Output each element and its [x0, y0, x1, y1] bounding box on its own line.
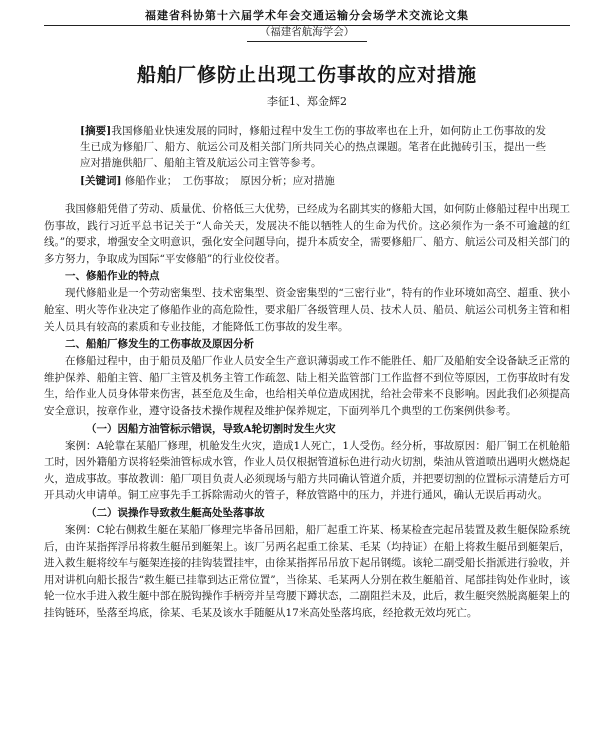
section2-paragraph: 在修船过程中，由于船员及船厂作业人员安全生产意识薄弱或工作不能胜任、船厂及船舶安全设备缺乏正常的维护保养、船舶主管、船厂主管及机务主管工作疏忽、陆上相关监管部门工作监督不到位等原因，工伤事故时有发生，给作业人员身体带来伤害，甚至危及生命，也给相关单位造成困扰，给社会带来不良影响。因此我们必须提高安全意识，按章作业，遵守设备技术操作规程及维护保养规定，下面列举几个典型的工伤案例供参考。 — [44, 355, 570, 417]
proceedings-header: 福建省科协第十六届学术年会交通运输分会场学术交流论文集 — [145, 9, 469, 22]
intro-paragraph: 我国修船凭借了劳动、质量优、价格低三大优势，已经成为名副其实的修船大国，如何防止修船过程中出现工伤事故，践行习近平总书记关于“人命关天，发展决不能以牺牲人的生命为代价。这必须作为一条不可逾越的红线。”的要求，增强安全文明意识，强化安全问题导向，提升本质安全，需要修船厂、船方、航运公司及相关部门的多方努力，争取成为国际“平安修船”的行业佼佼者。 — [44, 203, 570, 265]
section1-paragraph: 现代修船业是一个劳动密集型、技术密集型、资金密集型的“三密行业”，特有的作业环境如高空、超重、狭小舱室、明火等作业决定了修船作业的高危险性，要求船厂各级管理人员、技术人员、船员、航运公司机务主管和相关人员具有较高的素质和专业技能，才能降低工伤事故的发生率。 — [44, 287, 570, 333]
case1-heading: （一）因船方油管标示错误，导致A轮切割时发生火灾 — [86, 422, 336, 435]
paper-title: 船舶厂修防止出现工伤事故的应对措施 — [136, 64, 477, 86]
section1-heading: 一、修船作业的特点 — [65, 270, 160, 283]
case1-paragraph: 案例：A轮靠在某船厂修理，机舱发生火灾，造成1人死亡，1人受伤。经分析，事故原因：船厂铜工在机舱船工时，因外籍船方误将轻柴油管标成水管，作业人员仅根据管道标色进行动火切割，柴油从管道喷出遇明火燃烧起火，造成事故。事故教训：船厂项目负责人必须现场与船方共同确认管道介质，并把要切割的位置标示清楚后方可开具动火申请单。铜工应事先手工拆除需动火的管子，释放管路中的压力，并进行通风，确认无误后再动火。 — [44, 439, 570, 502]
keywords — [80, 173, 546, 189]
keywords-text: 修船作业； 工伤事故； 原因分析；应对措施 — [124, 175, 335, 187]
keywords-label: [关键词] — [80, 175, 122, 187]
abstract-text: 我国修船业快速发展的同时，修船过程中发生工伤的事故率也在上升，如何防止工伤事故的发生已成为修船厂、船方、航运公司及相关部门所共同关心的热点课题。笔者在此抛砖引玉，提出一些应对措施供船厂、船舶主管及航运公司主管等参考。 — [80, 125, 546, 169]
case2-paragraph: 案例：C轮右侧救生艇在某船厂修理完毕备吊回船，船厂起重工许某、杨某检查完起吊装置及救生艇保险系统后，由许某指挥浮吊将救生艇吊到艇架上。该厂另两名起重工徐某、毛某（均持证）在船上将救生艇吊到艇架后，进入救生艇将绞车与艇架连接的挂钩装置挂牢，由徐某指挥吊吊放下起吊钢缆。该轮二副受船长指派进行验收，并用对讲机向船长报告“救生艇已挂靠到达正常位置”，当徐某、毛某两人分别在救生艇船首、尾部挂钩处作业时，该轮一位水手进入救生艇中部在脱钩操作手柄旁并呈弯腰下蹲状态，二副阻拦未及，此后，救生艇突然脱离艇架上的挂钩链环，坠落至坞底，徐某、毛某及该水手随艇从17米高处坠落坞底，经抢救无效均死亡。 — [44, 523, 570, 619]
abstract — [80, 123, 546, 171]
society-name: （福建省航海学会） — [259, 26, 355, 38]
case2-heading: （二）误操作导致救生艇高处坠落事故 — [86, 506, 265, 519]
paper-authors: 李征1、郑金辉2 — [267, 95, 347, 108]
header-short-rule — [247, 41, 367, 42]
section2-heading: 二、船舶厂修发生的工伤事故及原因分析 — [65, 338, 254, 351]
abstract-label: [摘要] — [80, 125, 112, 137]
paper-body — [44, 201, 570, 621]
